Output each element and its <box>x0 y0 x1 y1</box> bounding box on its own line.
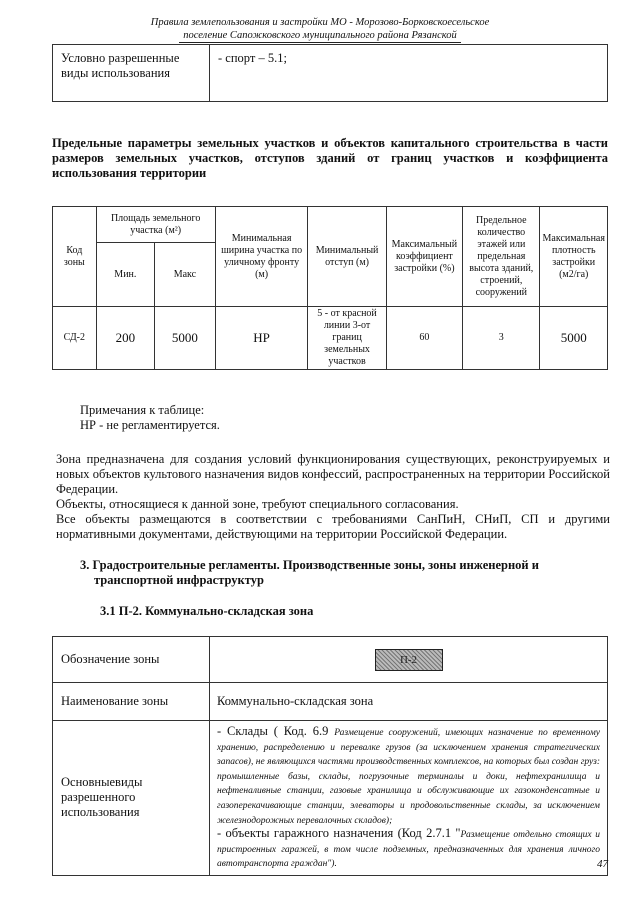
section-line-1: 3. Градостроительные регламенты. Производственные зоны, зоны инженерной и <box>80 558 539 572</box>
header-min-width: Минимальная ширина участка по уличному фронту (м) <box>215 207 308 307</box>
notes-title: Примечания к таблице: <box>80 403 205 417</box>
use-2-description: Размещение отдельно стоящих и пристроенных гаражей, в том числе подземных, предназначенных для хранения личного автотранспорта граждан"). <box>217 830 600 870</box>
subsection-heading: 3.1 П-2. Коммунально-складская зона <box>100 604 314 618</box>
section-line-2: транспортной инфраструктур <box>94 573 264 587</box>
running-header <box>0 16 640 43</box>
paragraph-1: Зона предназначена для создания условий функционирования существующих, реконструируемых и новых объектов культового назначения видов конфессий, распространенных на территории Российской Федерации. <box>56 452 610 496</box>
header-code: Код зоны <box>53 207 97 307</box>
notes-item: НР - не регламентируется. <box>80 418 220 432</box>
cell-max-coef: 60 <box>386 307 463 370</box>
header-line-2: поселение Сапожковского муниципального района Рязанской <box>179 29 461 43</box>
conditional-use-table <box>52 44 608 102</box>
header-max-coef: Максимальный коэффициент застройки (%) <box>386 207 463 307</box>
zone-name-label: Наименование зоны <box>53 683 210 721</box>
header-max-density: Максимальная плотность застройки (м2/га) <box>540 207 608 307</box>
paragraph-2: Объекты, относящиеся к данной зоне, требуют специального согласования. <box>56 497 459 511</box>
cell-max-floors: 3 <box>463 307 540 370</box>
cell-code: СД-2 <box>53 307 97 370</box>
zone-name-value: Коммунально-складская зона <box>210 683 608 721</box>
cell-min-offset: 5 - от красной линии 3-от границ земельных участков <box>308 307 386 370</box>
cell-max-density: 5000 <box>540 307 608 370</box>
conditional-use-label: Условно разрешенные виды использования <box>53 45 210 102</box>
header-area: Площадь земельного участка (м²) <box>96 207 215 243</box>
header-line-1: Правила землепользования и застройки МО - Морозово-Борковскоесельское <box>150 17 490 28</box>
conditional-use-value: - спорт – 5.1; <box>210 45 608 102</box>
header-min-offset: Минимальный отступ (м) <box>308 207 386 307</box>
cell-min-width: НР <box>215 307 308 370</box>
params-table <box>52 206 608 370</box>
zone-code-badge: П-2 <box>375 649 443 671</box>
paragraph-3: Все объекты размещаются в соответствии с требованиями СанПиН, СНиП, СП и другими нормативными документами, действующими на территории Российской Федерации. <box>56 512 610 541</box>
header-min: Мин. <box>96 243 154 307</box>
cell-max: 5000 <box>155 307 216 370</box>
zone-description <box>56 452 610 542</box>
zone-table <box>52 636 608 876</box>
cell-min: 200 <box>96 307 154 370</box>
main-use-label: Основныевиды разрешенного использования <box>53 721 210 876</box>
main-use-value <box>210 721 608 876</box>
use-2-title: - объекты гаражного назначения (Код 2.7.1 " <box>217 826 461 841</box>
use-1-description: Размещение сооружений, имеющих назначение по временному хранению, распределению и перевалке грузов (за исключением хранения стратегических запасов), не являющихся частями производственных комплексов, на которых был создан груз: промышленные базы, склады, погрузочные терминалы и доки, нефтехранилища и нефтеналивные станции, газовые хранилища и обслуживающие их газоконденсатные и газоперекачивающие станции, элеваторы и продовольственные склады, за исключением железнодорожных перевалочных складов); <box>217 728 601 826</box>
page-number: 47 <box>597 858 608 870</box>
zone-designation-label: Обозначение зоны <box>53 637 210 683</box>
table-notes <box>80 403 220 433</box>
section-heading <box>80 558 600 588</box>
use-1-title: - Склады ( Код. 6.9 <box>217 724 329 738</box>
header-max-floors: Предельное количество этажей или предельная высота зданий, строений, сооружений <box>463 207 540 307</box>
params-heading: Предельные параметры земельных участков и объектов капитального строительства в части размеров земельных участков, отступов зданий от границ участков и коэффициента использования территории <box>52 136 608 180</box>
header-max: Макс <box>155 243 216 307</box>
